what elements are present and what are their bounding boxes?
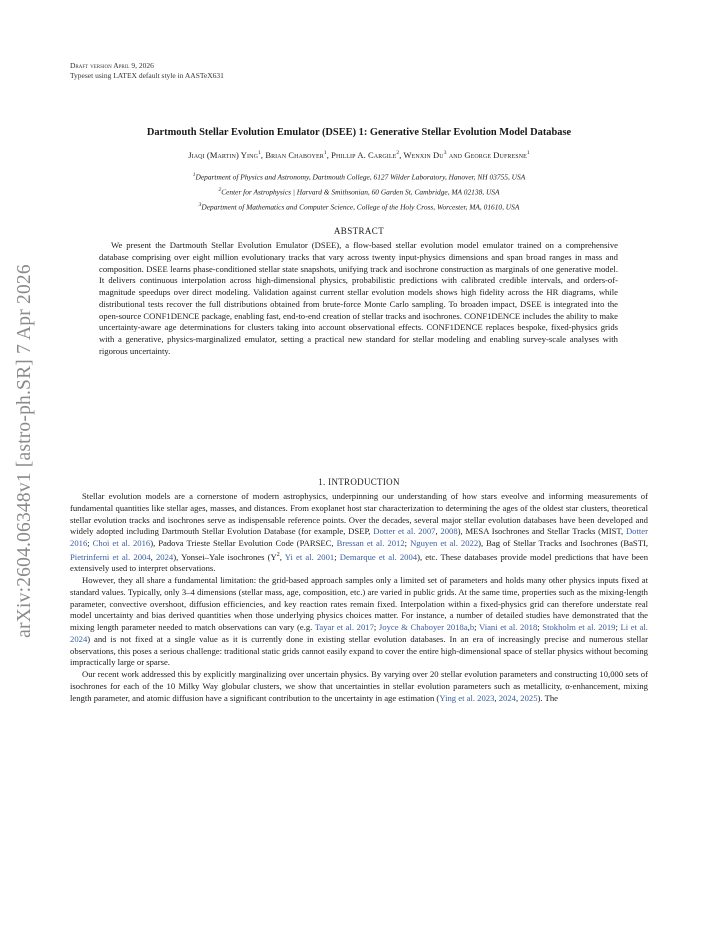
body-text: ). The: [537, 692, 558, 703]
body-text: ;: [87, 538, 93, 548]
author-affiliation-mark: 1: [258, 150, 261, 157]
citation-link[interactable]: Demarque et al. 2004: [339, 551, 418, 562]
abstract-body: We present the Dartmouth Stellar Evolution Emulator (DSEE), a flow-based stellar evolution model emulator trained on a comprehensive database comprising over eight million evolutionary tracks that vary across twenty input-physics dimensions and span broad ranges in mass and composition. DSEE learns phase-conditioned stellar state snapshots, unifying track and isochrone construction as marginals of one generative model. It delivers continuous interpolation across high-dimensional physics, probabilistic predictions with calibrated credible intervals, and orders-of-magnitude speedups over direct modeling. Validation against current stellar evolution models shows high fidelity across the HR diagrams, while distributional tests recover the full distributions obtained from brute-force Monte Carlo sampling. To broaden impact, DSEE is integrated into the open-source CONF1DENCE package, enabling fast, end-to-end creation of stellar tracks and isochrones. CONF1DENCE includes the ability to make uncertainty-aware age determinations for clusters taking into account observational effects. CONF1DENCE replaces bespoke, fixed-physics grids with a generative, physics-marginalized emulator, setting a practical new standard for stellar modeling and enabling survey-scale analyses with rigorous uncertainty.: [99, 240, 618, 356]
arxiv-sidebar-stamp: [2, 236, 48, 666]
author-affiliation-mark: 3: [443, 150, 447, 157]
citation-link[interactable]: Dotter 2016: [70, 526, 648, 548]
abstract-heading: ABSTRACT: [333, 226, 385, 236]
body-text: ,: [150, 551, 156, 562]
introduction-body: [70, 491, 648, 704]
superscript: 2: [276, 551, 280, 558]
citation-link[interactable]: 2024: [498, 692, 516, 703]
draft-header: [70, 61, 224, 81]
body-text: ;: [474, 622, 479, 633]
affiliation-mark: 2: [218, 186, 222, 193]
affiliation-text: Department of Mathematics and Computer Science, College of the Holy Cross, Worcester, MA, 01610, USA: [201, 202, 520, 212]
body-text: ), etc. These databases provide model predictions that have been extensively used to interpret observations.: [70, 551, 649, 574]
citation-link[interactable]: 2008: [440, 526, 458, 537]
body-text: However, they all share a fundamental limitation: the grid-based approach samples only a limited set of parameters and holds many other physics inputs fixed at standard values. Typically, only 3–4 dimensions (stellar mass, age, composition, etc.) are varied in public grids. At the same time, properties such as the mixing-length parameter, convective overshoot, diffusion efficiencies, and key reaction rates remain fixed. Interpolation within a fixed-physics grid can therefore understate real model uncertainty and bias derived quantities when those underlying physics choices matter. For instance, a number of detailed studies have demonstrated that the mixing length parameter needed to match observations can vary (e.g.: [70, 575, 648, 633]
citation-link[interactable]: 2024: [155, 551, 174, 562]
author-affiliation-mark: 1: [323, 150, 327, 157]
affiliation-mark: 1: [192, 172, 196, 178]
affiliation-line: [70, 184, 648, 199]
body-text: ;: [334, 551, 340, 562]
affiliation-list: [70, 169, 648, 214]
citation-link[interactable]: Ying et al. 2023: [439, 692, 495, 703]
body-text: Stellar evolution models are a cornerstone of modern astrophysics, underpinning our understanding of how stars eveolve and informing measurements of fundamental quantities like stellar ages, masses, and distances. From exoplanet host star characterization to determining the ages of the oldest star clusters, theoretical stellar evolution tracks and isochrones serve as indispensable reference points. Over the decades, several major stellar evolution databases have been developed and widely adopted including Dartmouth Stellar Evolution Database (for example, DSEP,: [70, 491, 648, 537]
body-text: ) and is not fixed at a single value as it is currently done in existing stellar evolution databases. In an era of increasingly precise and numerous stellar observations, this poses a serious challenge: traditional static grids cannot easily expand to cover the entire high-dimensional space of stellar physics without becoming impractically large or sparse.: [70, 633, 648, 668]
affiliation-text: Center for Astrophysics | Harvard & Smithsonian, 60 Garden St, Cambridge, MA 02138, USA: [221, 187, 500, 197]
body-text: ,: [494, 692, 499, 703]
author-name: Phillip A. Cargile: [331, 150, 397, 160]
citation-link[interactable]: Viani et al. 2018: [478, 622, 538, 633]
body-text: Our recent work addressed this by explicitly marginalizing over uncertain physics. By varying over 20 stellar evolution parameters and constructing 10,000 sets of isochrones for each of the 10 Milky Way globular clusters, we show that uncertainties in stellar evolution parameters such as metallicity, α-enhancement, mixing length parameter, and atomic diffusion have a significant contribution to the uncertainty in age estimation (: [70, 669, 648, 703]
intro-paragraph: [70, 669, 648, 704]
author-separator: ,: [399, 150, 404, 160]
author-name: Jiaqi (Martin) Ying: [188, 150, 258, 160]
body-text: ,: [435, 526, 441, 537]
paper-title: Dartmouth Stellar Evolution Emulator (DSEE) 1: Generative Stellar Evolution Model Database: [146, 127, 572, 138]
citation-link[interactable]: Bressan et al. 2012: [336, 538, 405, 548]
body-text: ,: [467, 622, 470, 633]
author-list: [70, 150, 648, 160]
citation-link[interactable]: Dotter et al. 2007: [373, 526, 436, 537]
citation-link[interactable]: Nguyen et al. 2022: [410, 538, 479, 548]
citation-link[interactable]: b: [469, 622, 475, 633]
section-heading-introduction: 1. INTRODUCTION: [318, 477, 400, 487]
citation-link[interactable]: 2025: [520, 692, 538, 703]
affiliation-line: [70, 199, 648, 214]
body-text: ,: [515, 692, 521, 703]
body-text: ,: [279, 551, 285, 562]
affiliation-text: Department of Physics and Astronomy, Dartmouth College, 6127 Wilder Laboratory, Hanover, NH 03755, USA: [195, 172, 526, 182]
body-text: ;: [373, 622, 379, 633]
body-text: ;: [404, 538, 411, 548]
author-affiliation-mark: 1: [526, 150, 530, 157]
author-separator: ,: [260, 150, 266, 160]
arxiv-identifier: arXiv:2604.06348v1 [astro-ph.SR] 7 Apr 2026: [14, 264, 35, 638]
citation-link[interactable]: Stokholm et al. 2019: [542, 622, 616, 633]
citation-link[interactable]: Choi et al. 2016: [92, 538, 151, 548]
citation-link[interactable]: Tayar et al. 2017: [314, 622, 374, 633]
affiliation-mark: 3: [198, 201, 202, 208]
citation-link[interactable]: Pietrinferni et al. 2004: [70, 551, 151, 562]
author-separator: and: [446, 150, 465, 160]
author-name: George Dufresne: [464, 150, 527, 160]
author-affiliation-mark: 2: [396, 150, 400, 157]
author-name: Brian Chaboyer: [265, 150, 324, 160]
intro-paragraph: [70, 491, 648, 575]
citation-link[interactable]: Li et al. 2024: [70, 622, 648, 644]
body-text: ), Yonsei–Yale isochrones (Y: [173, 551, 277, 562]
body-text: ), Padova Trieste Stellar Evolution Code (PARSEC,: [150, 538, 337, 548]
author-name: Wenxin Du: [403, 150, 444, 160]
typeset-note: Typeset using LATEX default style in AASTeX631: [70, 71, 224, 80]
body-text: ), MESA Isochrones and Stellar Tracks (MIST,: [457, 526, 626, 537]
affiliation-line: [70, 169, 648, 184]
author-separator: ,: [326, 150, 332, 160]
draft-version: Draft version April 9, 2026: [70, 61, 154, 70]
body-text: ;: [615, 622, 621, 633]
body-text: ), Bag of Stellar Tracks and Isochrones (BaSTI,: [478, 538, 649, 548]
citation-link[interactable]: Joyce & Chaboyer 2018a: [378, 622, 468, 633]
citation-link[interactable]: Yi et al. 2001: [284, 551, 335, 562]
body-text: ;: [537, 622, 543, 633]
intro-paragraph: [70, 575, 648, 669]
